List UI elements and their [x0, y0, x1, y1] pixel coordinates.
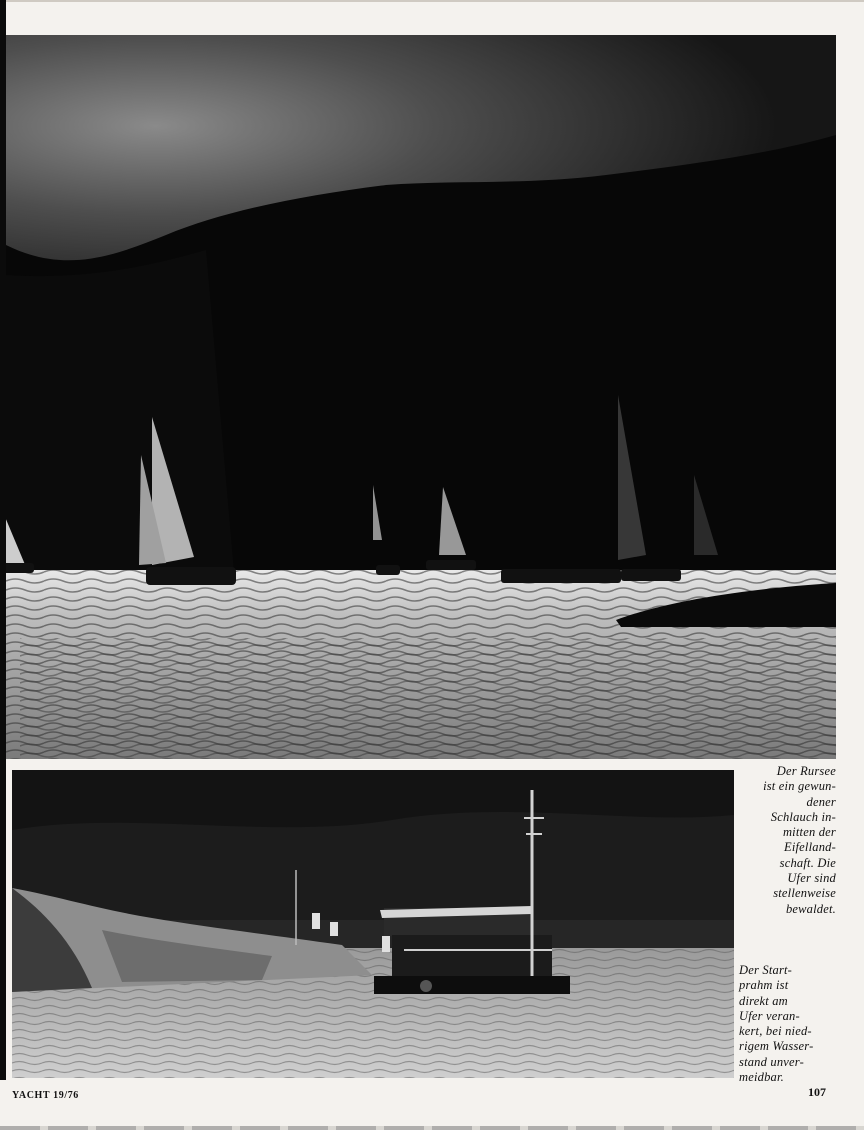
page-number: 107 — [808, 1085, 826, 1099]
page-bottom-edge — [0, 1126, 864, 1130]
caption-line: Der Start- — [739, 963, 793, 977]
photo-start-barge-graphic — [12, 770, 734, 1078]
caption-line: stellenweise — [773, 886, 836, 901]
caption-line: prahm ist — [739, 978, 789, 993]
caption-line: schaft. Die — [779, 855, 836, 870]
caption-startprahm — [739, 963, 839, 1085]
photo-sailboats-graphic — [6, 35, 836, 759]
caption-line: Eifelland- — [784, 840, 836, 855]
caption-line: meidbar. — [739, 1070, 785, 1085]
publication-footer: YACHT 19/76 — [12, 1090, 79, 1101]
caption-line: ist ein gewun- — [763, 779, 836, 794]
caption-line: rigem Wasser- — [739, 1039, 814, 1054]
caption-line: bewaldet. — [785, 901, 836, 916]
caption-line: stand unver- — [739, 1054, 804, 1069]
photo-start-barge — [12, 770, 734, 1078]
caption-line: Ufer veran- — [739, 1008, 800, 1023]
caption-rursee — [736, 764, 836, 917]
caption-line: mitten der — [782, 825, 836, 840]
caption-line: kert, bei nied- — [739, 1024, 812, 1039]
caption-line: Der Rursee — [776, 764, 836, 778]
page-edge — [0, 0, 864, 2]
caption-line: Ufer sind — [787, 871, 836, 886]
caption-line: direkt am — [739, 993, 788, 1008]
photo-sailboats-lake — [6, 35, 836, 759]
caption-line: dener — [806, 794, 836, 809]
caption-line: Schlauch in- — [770, 809, 836, 824]
